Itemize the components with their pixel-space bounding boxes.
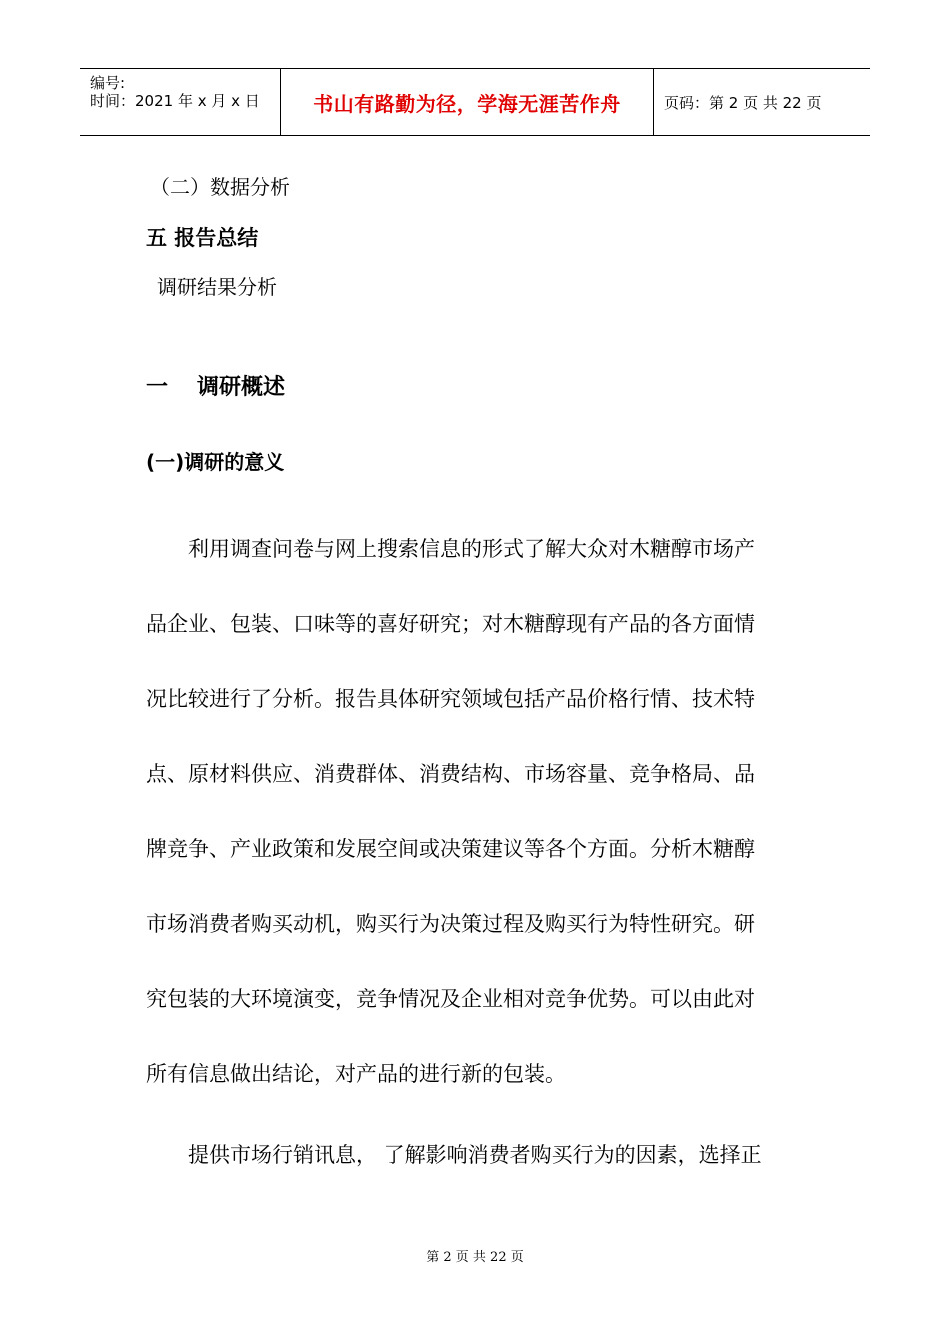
header-page-code: 页码：第 2 页 共 22 页 [664, 93, 822, 112]
header-info-cell [80, 69, 281, 135]
section-title: 调研概述 [197, 375, 286, 400]
paragraph-line: 提供市场行销讯息， 了解影响消费者购买行为的因素，选择正 [188, 1143, 762, 1167]
paragraph-line: 市场消费者购买动机，购买行为决策过程及购买行为特性研究。研 [146, 912, 755, 936]
section-number: 一 [146, 375, 169, 400]
document-code-label: 编号: [90, 74, 126, 92]
paragraph-line: 品企业、包装、口味等的喜好研究；对木糖醇现有产品的各方面情 [146, 612, 755, 636]
header-table [80, 68, 870, 136]
paragraph-research-significance [146, 512, 810, 1112]
header-page-cell [654, 69, 870, 135]
toc-item-results-analysis: 调研结果分析 [157, 275, 277, 299]
header-motto-cell [281, 69, 654, 135]
paragraph-marketing-info [146, 1118, 810, 1193]
paragraph-line: 点、原材料供应、消费群体、消费结构、市场容量、竞争格局、品 [146, 762, 755, 786]
header-motto: 书山有路勤为径，学海无涯苦作舟 [313, 91, 621, 116]
paragraph-line: 所有信息做出结论，对产品的进行新的包装。 [146, 1062, 566, 1086]
toc-item-data-analysis: （二）数据分析 [150, 175, 290, 199]
page-footer: 第 2 页 共 22 页 [426, 1250, 524, 1265]
paragraph-line: 利用调查问卷与网上搜索信息的形式了解大众对木糖醇市场产 [188, 537, 755, 561]
subsection-title: (一)调研的意义 [146, 450, 285, 474]
paragraph-line: 究包装的大环境演变，竞争情况及企业相对竞争优势。可以由此对 [146, 987, 755, 1011]
paragraph-line: 况比较进行了分析。报告具体研究领域包括产品价格行情、技术特 [146, 687, 755, 711]
document-date-label: 时间：2021 年 x 月 x 日 [90, 92, 260, 110]
paragraph-line: 牌竞争、产业政策和发展空间或决策建议等各个方面。分析木糖醇 [146, 837, 755, 861]
toc-item-report-summary: 五 报告总结 [146, 226, 259, 250]
